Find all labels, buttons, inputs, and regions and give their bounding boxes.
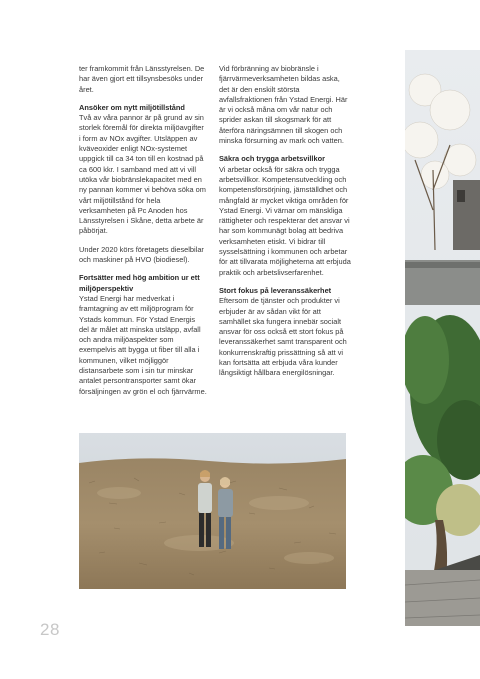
middle-paragraph: Vi arbetar också för säkra och trygga arbetsvillkor. Kompetensutveckling och kompetensförsörjning, jämställdhet och mångfald är mycket viktiga områden för Ystad Energi. Vi värnar om mänskliga rättigheter och respekterar det ansvar vi har som kommunägt bolag att bedriva verksamheten etiskt. Vi bidrar till sysselsättning i kommunen och arbetar för att tillvarata möjligheterna att erbjuda praktik och arbetslivserfarenhet. <box>219 164 351 277</box>
middle-paragraph: Eftersom de tjänster och produkter vi erbjuder är av sådan vikt för att samhället ska fungera innebär socialt ansvar för oss också ett stort fokus på leveranssäkerhet samt transparent och konkurrenskraftig prissättning så att vi kan fortsätta att erbjuda våra kunder långsiktigt hållbara energilösningar. <box>219 296 347 378</box>
left-heading: Fortsätter med hög ambition ur ett miljöperspektiv <box>79 273 200 293</box>
middle-text-column <box>219 64 351 387</box>
left-paragraph: Ystad Energi har medverkat i framtagning av ett miljöprogram för Ystads kommun. För Ystad Energis del är målet att minska utsläpp, avfall och andra miljöaspekter som exempelvis att bygga ut fiber till alla i kommunen, vilket möjliggör distansarbete som i sin tur minskar antalet persontransporter samt ökar försäljningen av grön el och fjärrvärme. <box>79 293 207 396</box>
page-number: 28 <box>40 620 60 639</box>
left-heading: Ansöker om nytt miljötillstånd <box>79 102 185 112</box>
left-paragraph: Två av våra pannor är på grund av sin storlek föremål för direkta miljöavgifter i form av NOx avgifter. Utsläppen av kväveoxider enligt NOx-systemet uppgick till ca 34 ton till en kostnad på ca 600 kkr. I samband med att vi vill utöka vår biobränslekapacitet med en ny pannan kommer vi behöva söka om vårt miljötillstånd för hela verksamheten på Pc Anoden hos Länsstyrelsen i Skåne, detta arbete är påbörjat. <box>79 113 206 236</box>
garden-photo <box>405 50 480 626</box>
woodchip-pile-photo <box>79 433 346 589</box>
middle-paragraph: Vid förbränning av biobränsle i fjärrvärmeverksamheten bildas aska, det är den enskilt största avfallsfraktionen från Ystad Energi. Här är vi också måna om vår natur och sprider askan till skogsmark för att återföra näringsämnen till skogen och minska försurning av mark och vatten. <box>219 64 348 146</box>
middle-heading: Stort fokus på leveranssäkerhet <box>219 285 332 295</box>
middle-heading: Säkra och trygga arbetsvillkor <box>219 154 325 164</box>
left-paragraph: ter framkommit från Länsstyrelsen. De har även gjort ett tillsynsbesöks under året. <box>79 64 205 94</box>
left-text-column <box>79 64 207 405</box>
left-paragraph: Under 2020 körs företagets dieselbilar och maskiner på HVO (biodiesel). <box>79 244 204 265</box>
